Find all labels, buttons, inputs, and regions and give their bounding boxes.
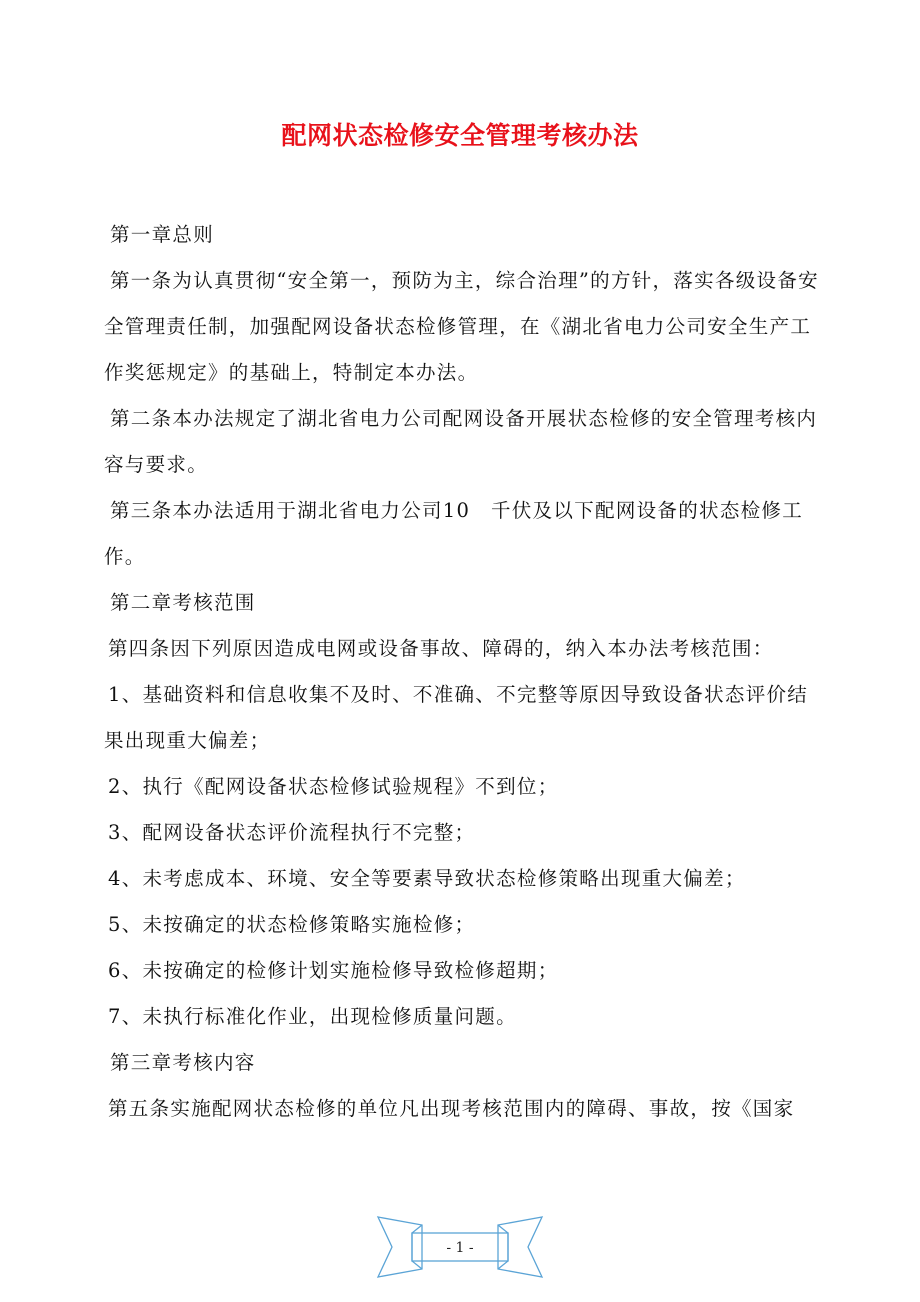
list-item-1: 1、基础资料和信息收集不及时、不准确、不完整等原因导致设备状态评价结果出现重大偏差；: [104, 683, 809, 752]
list-item-6: 6、未按确定的检修计划实施检修导致检修超期；: [108, 959, 559, 982]
article-1: 第一条为认真贯彻“安全第一，预防为主，综合治理”的方针，落实各级设备安全管理责任制，加强配网设备状态检修管理，在《湖北省电力公司安全生产工作奖惩规定》的基础上，特制定本办法。: [104, 269, 819, 384]
article-3: 第三条本办法适用于湖北省电力公司10 千伏及以下配网设备的状态检修工作。: [104, 499, 804, 568]
document-title: 配网状态检修安全管理考核办法: [281, 121, 639, 150]
list-item-5: 5、未按确定的状态检修策略实施检修；: [108, 913, 476, 936]
article-5: 第五条实施配网状态检修的单位凡出现考核范围内的障碍、事故，按《国家: [108, 1097, 795, 1120]
list-item-4: 4、未考虑成本、环境、安全等要素导致状态检修策略出现重大偏差；: [108, 867, 746, 890]
chapter-3-heading: 第三章考核内容: [110, 1051, 256, 1074]
list-item-2: 2、执行《配网设备状态检修试验规程》不到位；: [108, 775, 559, 798]
list-item-7: 7、未执行标准化作业，出现检修质量问题。: [108, 1005, 517, 1028]
article-4: 第四条因下列原因造成电网或设备事故、障碍的，纳入本办法考核范围：: [108, 637, 774, 660]
chapter-2-heading: 第二章考核范围: [110, 591, 256, 614]
chapter-1-heading: 第一章总则: [110, 223, 215, 246]
page-number: - 1 -: [446, 1240, 474, 1256]
document-body: [104, 212, 824, 1132]
list-item-3: 3、配网设备状态评价流程执行不完整；: [108, 821, 476, 844]
article-2: 第二条本办法规定了湖北省电力公司配网设备开展状态检修的安全管理考核内容与要求。: [104, 407, 818, 476]
